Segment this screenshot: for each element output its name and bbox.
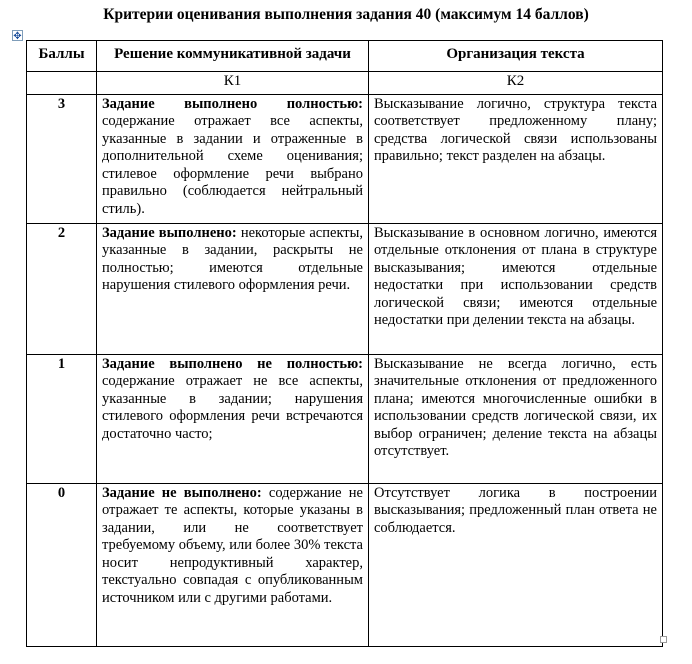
k1-bold-lead: Задание выполнено полностью: (102, 95, 363, 112)
score-cell: 1 (27, 354, 97, 483)
table-row (27, 483, 663, 646)
subheader-empty (27, 72, 97, 95)
subheader-row (27, 72, 663, 95)
score-cell: 3 (27, 94, 97, 223)
score-cell: 2 (27, 223, 97, 354)
header-k2: Организация текста (369, 41, 663, 72)
k1-cell (97, 223, 369, 354)
k2-cell: Отсутствует логика в построении высказывания; предложенный план ответа не соблюдается. (369, 483, 663, 646)
k1-bold-lead: Задание не выполнено: (102, 484, 262, 501)
table-move-handle-icon[interactable]: ✥ (13, 31, 22, 42)
table-row (27, 354, 663, 483)
table-resize-handle[interactable] (660, 636, 667, 643)
k1-bold-lead: Задание выполнено не полностью: (102, 355, 363, 372)
k1-cell (97, 94, 369, 223)
subheader-k1: К1 (97, 72, 369, 95)
k1-cell (97, 354, 369, 483)
header-score: Баллы (27, 41, 97, 72)
criteria-table (26, 40, 663, 647)
k1-cell (97, 483, 369, 646)
k2-cell: Высказывание в основном логично, имеются отдельные отклонения от плана в структуре высказывания; имеются отдельные недостатки при использовании средств логической связи; имеются отдельные недостатки при делении текста на абзацы. (369, 223, 663, 354)
score-cell: 0 (27, 483, 97, 646)
header-k1: Решение коммуникативной задачи (97, 41, 369, 72)
k1-text: некоторые аспекты, указанные в задании, раскрыты не полностью; имеются отдельные нарушения стилевого оформления речи. (102, 224, 363, 293)
k1-text: содержание отражает все аспекты, указанные в задании и отраженные в дополнительной схеме оценивания; стилевое оформление речи выбрано правильно (соблюдается нейтральный стиль). (102, 113, 363, 217)
header-row (27, 41, 663, 72)
k1-bold-lead: Задание выполнено: (102, 224, 237, 241)
page-title: Критерии оценивания выполнения задания 40 (максимум 14 баллов) (103, 6, 589, 23)
table-row (27, 94, 663, 223)
k1-text: содержание не отражает те аспекты, которые указаны в задании, или не соответствует требуемому объему, или более 30% текста носит непродуктивный характер, текстуально совпадая с опубликованным источником или с другими работами. (102, 484, 363, 606)
k2-cell: Высказывание логично, структура текста соответствует предложенному плану; средства логической связи использованы правильно; текст разделен на абзацы. (369, 94, 663, 223)
k1-text: содержание отражает не все аспекты, указанные в задании; нарушения стилевого оформления речи встречаются достаточно часто; (102, 373, 363, 442)
table-row (27, 223, 663, 354)
subheader-k2: К2 (369, 72, 663, 95)
k2-cell: Высказывание не всегда логично, есть значительные отклонения от предложенного плана; имеются многочисленные ошибки в использовании средств логической связи, их выбор ограничен; деление текста на абзацы отсутствует. (369, 354, 663, 483)
